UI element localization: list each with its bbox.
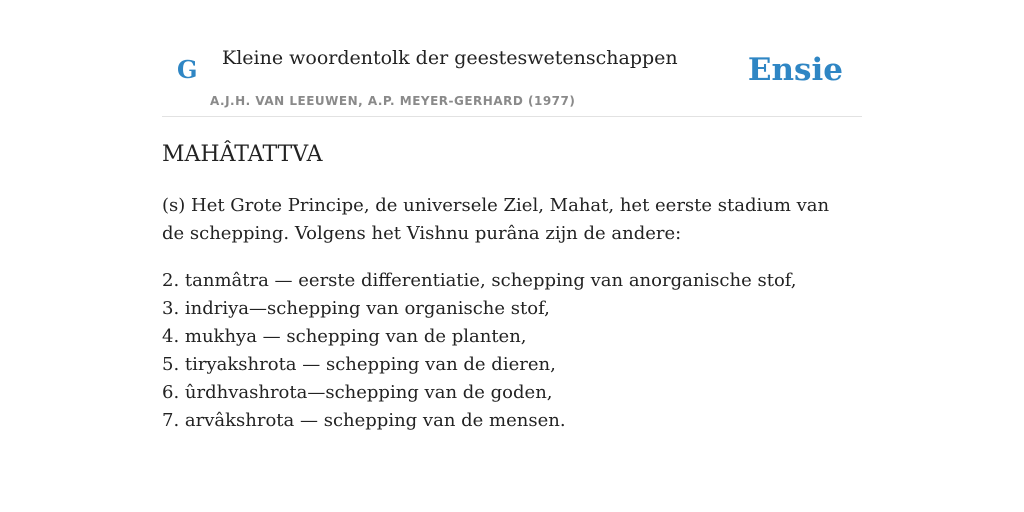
ensie-logo[interactable]: Ensie: [747, 52, 843, 88]
entry-title: MAHÂTATTVA: [162, 142, 323, 167]
list-item: 2. tanmâtra — eerste differentiatie, schepping van anorganische stof,: [162, 270, 797, 291]
entry-list: [162, 267, 797, 435]
list-item: 7. arvâkshrota — schepping van de mensen.: [162, 410, 566, 431]
book-logo-icon[interactable]: G: [177, 55, 198, 84]
list-item: 6. ûrdhvashrota—schepping van de goden,: [162, 382, 553, 403]
book-authors: A.J.H. VAN LEEUWEN, A.P. MEYER-GERHARD (1977): [210, 94, 576, 108]
list-item: 5. tiryakshrota — schepping van de dieren,: [162, 354, 556, 375]
book-title-link[interactable]: Kleine woordentolk der geesteswetenschappen: [222, 47, 678, 69]
list-item: 3. indriya—schepping van organische stof,: [162, 298, 550, 319]
entry-intro: (s) Het Grote Principe, de universele Ziel, Mahat, het eerste stadium van de schepping. Volgens het Vishnu purâna zijn de andere:: [162, 195, 830, 244]
list-item: 4. mukhya — schepping van de planten,: [162, 326, 527, 347]
header: [162, 0, 862, 117]
